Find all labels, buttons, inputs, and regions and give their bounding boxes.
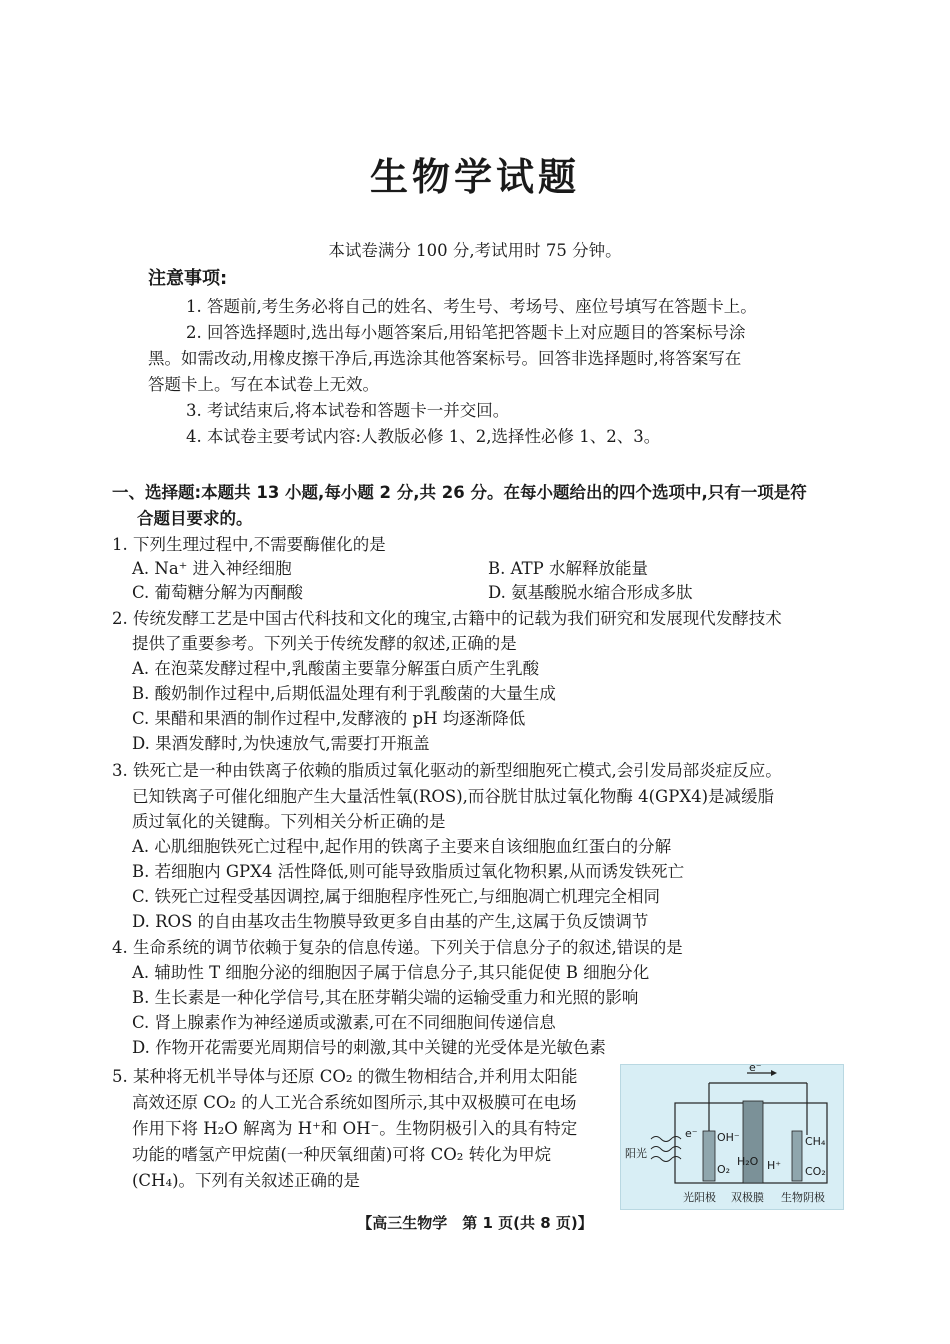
notice-line: 黑。如需改动,用橡皮擦干净后,再选涂其他答案标号。回答非选择题时,将答案写在 — [148, 349, 742, 368]
q3-option-c: C. 铁死亡过程受基因调控,属于细胞程序性死亡,与细胞凋亡机理完全相同 — [132, 887, 661, 906]
notice-line: 3. 考试结束后,将本试卷和答题卡一并交回。 — [186, 401, 510, 420]
biocathode-label: 生物阴极 — [781, 1191, 825, 1204]
figure-diagram — [621, 1065, 843, 1209]
question-5-stem-cont: 高效还原 CO₂ 的人工光合系统如图所示,其中双极膜可在电场 — [132, 1093, 577, 1112]
photosynthesis-system-figure — [620, 1064, 844, 1210]
notice-line: 4. 本试卷主要考试内容:人教版必修 1、2,选择性必修 1、2、3。 — [186, 427, 661, 446]
sunlight-wave — [651, 1137, 681, 1142]
q2-option-b: B. 酸奶制作过程中,后期低温处理有利于乳酸菌的大量生成 — [132, 684, 556, 703]
exam-intro: 本试卷满分 100 分,考试用时 75 分钟。 — [328, 241, 622, 260]
q2-option-c: C. 果醋和果酒的制作过程中,发酵液的 pH 均逐渐降低 — [132, 709, 526, 728]
question-4-stem: 4. 生命系统的调节依赖于复杂的信息传递。下列关于信息分子的叙述,错误的是 — [112, 938, 683, 957]
co2-label: CO₂ — [805, 1165, 826, 1178]
q2-option-a: A. 在泡菜发酵过程中,乳酸菌主要靠分解蛋白质产生乳酸 — [132, 659, 540, 678]
water-label: H₂O — [737, 1155, 759, 1168]
question-5-stem-cont: (CH₄)。下列有关叙述正确的是 — [132, 1171, 361, 1190]
sunlight-wave — [651, 1147, 681, 1152]
question-3-stem: 3. 铁死亡是一种由铁离子依赖的脂质过氧化驱动的新型细胞死亡模式,会引发局部炎症反应。 — [112, 761, 782, 780]
section-heading-cont: 合题目要求的。 — [137, 509, 253, 528]
question-3-stem-cont: 已知铁离子可催化细胞产生大量活性氧(ROS),而谷胱甘肽过氧化物酶 4(GPX4)是减缓脂 — [132, 787, 775, 806]
bipolar-membrane-label: 双极膜 — [731, 1191, 764, 1204]
question-2-stem-cont: 提供了重要参考。下列关于传统发酵的叙述,正确的是 — [132, 634, 517, 653]
bipolar-membrane — [743, 1101, 763, 1183]
electron-arrowhead — [771, 1070, 777, 1076]
q1-option-b: B. ATP 水解释放能量 — [488, 559, 648, 578]
methane-label: CH₄ — [805, 1135, 826, 1148]
electron-label: e⁻ — [749, 1065, 762, 1074]
question-5-stem-cont: 功能的嗜氢产甲烷菌(一种厌氧细菌)可将 CO₂ 转化为甲烷 — [132, 1145, 552, 1164]
q4-option-d: D. 作物开花需要光周期信号的刺激,其中关键的光受体是光敏色素 — [132, 1038, 606, 1057]
question-2-stem: 2. 传统发酵工艺是中国古代科技和文化的瑰宝,古籍中的记载为我们研究和发展现代发酵技术 — [112, 609, 782, 628]
q4-option-b: B. 生长素是一种化学信号,其在胚芽鞘尖端的运输受重力和光照的影响 — [132, 988, 639, 1007]
photoanode — [703, 1131, 715, 1181]
q3-option-a: A. 心肌细胞铁死亡过程中,起作用的铁离子主要来自该细胞血红蛋白的分解 — [132, 837, 672, 856]
notice-line: 1. 答题前,考生务必将自己的姓名、考生号、考场号、座位号填写在答题卡上。 — [186, 297, 757, 316]
question-5-stem-cont: 作用下将 H₂O 解离为 H⁺和 OH⁻。生物阴极引入的具有特定 — [132, 1119, 578, 1138]
q1-option-c: C. 葡萄糖分解为丙酮酸 — [132, 583, 304, 602]
q2-option-d: D. 果酒发酵时,为快速放气,需要打开瓶盖 — [132, 734, 430, 753]
q4-option-c: C. 肾上腺素作为神经递质或激素,可在不同细胞间传递信息 — [132, 1013, 556, 1032]
q3-option-d: D. ROS 的自由基攻击生物膜导致更多自由基的产生,这属于负反馈调节 — [132, 912, 649, 931]
question-1-stem: 1. 下列生理过程中,不需要酶催化的是 — [112, 535, 386, 554]
q1-option-a: A. Na⁺ 进入神经细胞 — [132, 559, 292, 578]
oxygen-label: O₂ — [717, 1163, 731, 1176]
sunlight-wave — [651, 1157, 681, 1162]
notice-line: 2. 回答选择题时,选出每小题答案后,用铅笔把答题卡上对应题目的答案标号涂 — [186, 323, 746, 342]
hydroxide-label: OH⁻ — [717, 1131, 740, 1144]
q4-option-a: A. 辅助性 T 细胞分泌的细胞因子属于信息分子,其只能促使 B 细胞分化 — [132, 963, 650, 982]
proton-label: H⁺ — [767, 1159, 782, 1172]
q1-option-d: D. 氨基酸脱水缩合形成多肽 — [488, 583, 693, 602]
electron-label-left: e⁻ — [685, 1127, 698, 1140]
q3-option-b: B. 若细胞内 GPX4 活性降低,则可能导致脂质过氧化物积累,从而诱发铁死亡 — [132, 862, 685, 881]
question-5-stem: 5. 某种将无机半导体与还原 CO₂ 的微生物相结合,并利用太阳能 — [112, 1067, 578, 1086]
biocathode — [792, 1131, 802, 1181]
notice-heading: 注意事项: — [148, 268, 228, 289]
page-footer: 【高三生物学 第 1 页(共 8 页)】 — [357, 1214, 593, 1232]
notice-line: 答题卡上。写在本试卷上无效。 — [148, 375, 379, 394]
photoanode-label: 光阳极 — [683, 1191, 716, 1204]
question-3-stem-cont: 质过氧化的关键酶。下列相关分析正确的是 — [132, 812, 446, 831]
page-title: 生物学试题 — [369, 155, 580, 199]
section-heading: 一、选择题:本题共 13 小题,每小题 2 分,共 26 分。在每小题给出的四个选项中,只有一项是符 — [112, 483, 807, 502]
sunlight-label: 阳光 — [625, 1147, 647, 1160]
